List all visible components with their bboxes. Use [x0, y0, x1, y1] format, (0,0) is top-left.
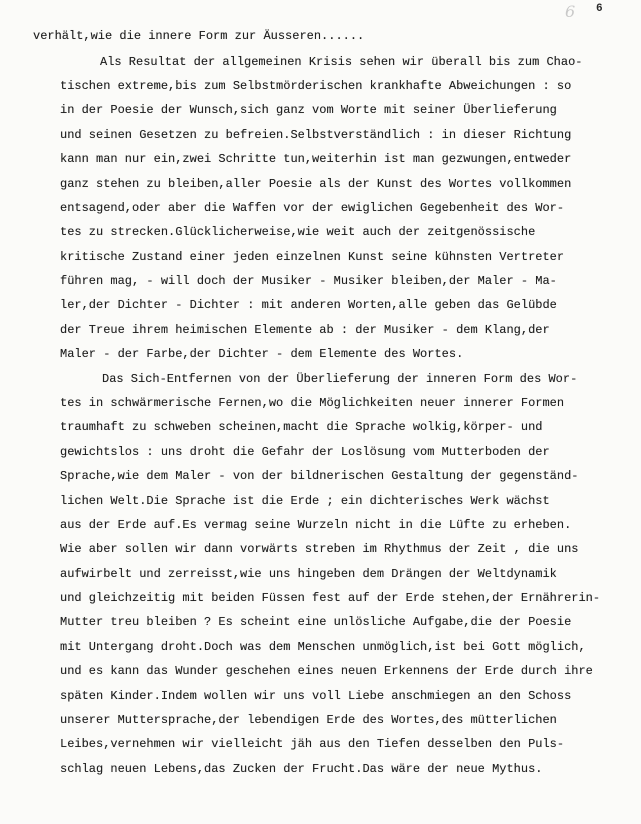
text-line: führen mag, - will doch der Musiker - Musiker bleiben,der Maler - Ma- — [60, 274, 557, 288]
text-line: in der Poesie der Wunsch,sich ganz vom Worte mit seiner Überlieferung — [60, 103, 557, 117]
text-line: Mutter treu bleiben ? Es scheint eine unlösliche Aufgabe,die der Poesie — [60, 615, 572, 629]
text-line: Als Resultat der allgemeinen Krisis sehen wir überall bis zum Chao- — [100, 55, 583, 69]
text-line: der Treue ihrem heimischen Elemente ab : der Musiker - dem Klang,der — [60, 323, 550, 337]
text-line: schlag neuen Lebens,das Zucken der Frucht.Das wäre der neue Mythus. — [60, 762, 543, 776]
text-line: unserer Muttersprache,der lebendigen Erde des Wortes,des mütterlichen — [60, 713, 557, 727]
text-line: und seinen Gesetzen zu befreien.Selbstverständlich : in dieser Richtung — [60, 128, 572, 142]
text-line: aufwirbelt und zerreisst,wie uns hingeben dem Drängen der Weltdynamik — [60, 567, 557, 581]
text-line: und gleichzeitig mit beiden Füssen fest auf der Erde stehen,der Ernährerin- — [60, 591, 601, 605]
text-line: traumhaft zu schweben scheinen,macht die Sprache wolkig,körper- und — [60, 420, 543, 434]
text-line: ganz stehen zu bleiben,aller Poesie als der Kunst des Wortes vollkommen — [60, 177, 572, 191]
text-line: entsagend,oder aber die Waffen vor der ewiglichen Gegebenheit des Wor- — [60, 201, 565, 215]
text-line: kritische Zustand einer jeden einzelnen Kunst seine kühnsten Vertreter — [60, 250, 565, 264]
text-line: Maler - der Farbe,der Dichter - dem Elemente des Wortes. — [60, 347, 464, 361]
pencil-page-mark: 6 — [565, 2, 576, 21]
page-number: 6 — [596, 3, 603, 15]
text-line: Leibes,vernehmen wir vielleicht jäh aus den Tiefen desselben den Puls- — [60, 737, 565, 751]
text-line: gewichtslos : uns droht die Gefahr der Loslösung vom Mutterboden der — [60, 445, 550, 459]
text-line: Sprache,wie dem Maler - von der bildnerischen Gestaltung der gegenständ- — [60, 469, 579, 483]
text-line: mit Untergang droht.Doch was dem Menschen unmöglich,ist bei Gott möglich, — [60, 640, 586, 654]
text-line: kann man nur ein,zwei Schritte tun,weiterhin ist man gezwungen,entweder — [60, 152, 572, 166]
text-line: verhält,wie die innere Form zur Äusseren...... — [33, 29, 365, 43]
text-line: aus der Erde auf.Es vermag seine Wurzeln nicht in die Lüfte zu erheben. — [60, 518, 572, 532]
text-line: tes zu strecken.Glücklicherweise,wie weit auch der zeitgenössische — [60, 225, 536, 239]
text-line: tes in schwärmerische Fernen,wo die Möglichkeiten neuer innerer Formen — [60, 396, 565, 410]
text-line: Das Sich-Entfernen von der Überlieferung der inneren Form des Wor- — [102, 372, 578, 386]
text-line: ler,der Dichter - Dichter : mit anderen Worten,alle geben das Gelübde — [60, 298, 557, 312]
text-line: späten Kinder.Indem wollen wir uns voll Liebe anschmiegen an den Schoss — [60, 689, 572, 703]
text-line: und es kann das Wunder geschehen eines neuen Erkennens der Erde durch ihre — [60, 664, 593, 678]
text-line: Wie aber sollen wir dann vorwärts streben im Rhythmus der Zeit , die uns — [60, 542, 579, 556]
text-line: lichen Welt.Die Sprache ist die Erde ; ein dichterisches Werk wächst — [60, 494, 550, 508]
text-line: tischen extreme,bis zum Selbstmörderischen krankhafte Abweichungen : so — [60, 79, 572, 93]
